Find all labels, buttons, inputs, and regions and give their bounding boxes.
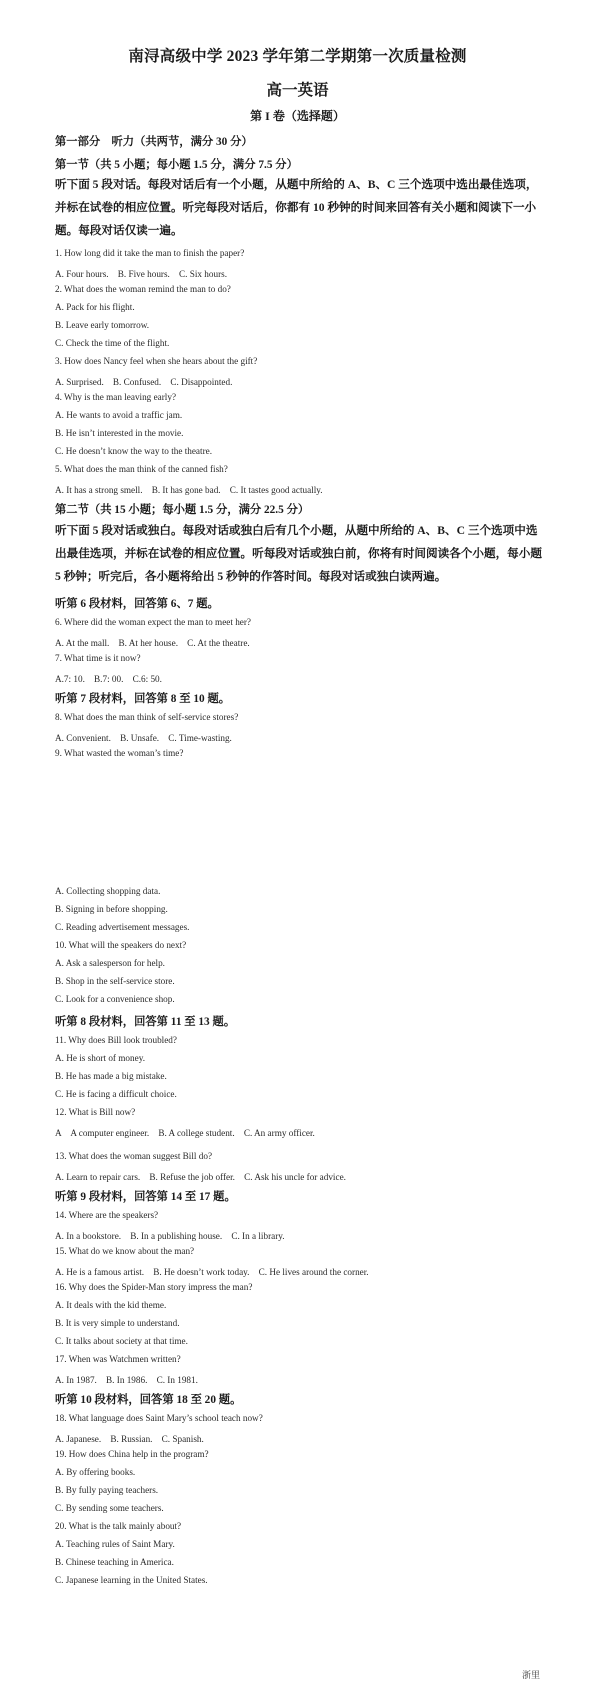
section1-title: 第一节（共 5 小题；每小题 1.5 分，满分 7.5 分） xyxy=(55,159,298,171)
question-line: 13. What does the woman suggest Bill do? xyxy=(55,1151,213,1161)
section2-instructions: 听下面 5 段对话或独白。每段对话或独白后有几个小题，从题中所给的 A、B、C 三个选项中选出最佳选项，并标在试卷的相应位置。听每段对话或独白前，你将有时间阅读各个小题，每小题 5 秒钟；听完后，各小题将给出 5 秒钟的作答时间。每段对话或独白读两遍。 xyxy=(55,524,542,583)
options-line: A. It has a strong smell. B. It has gone bad. C. It tastes good actually. xyxy=(55,485,323,495)
volume-title: 第 I 卷（选择题） xyxy=(250,109,345,123)
option-line: C. He doesn’t know the way to the theatre. xyxy=(55,446,212,456)
question-line: 16. Why does the Spider-Man story impress the man? xyxy=(55,1282,253,1292)
option-line: C. Japanese learning in the United States. xyxy=(55,1575,208,1585)
options-line: A. Japanese. B. Russian. C. Spanish. xyxy=(55,1434,204,1444)
question-line: 17. When was Watchmen written? xyxy=(55,1354,181,1364)
question-line: 6. Where did the woman expect the man to meet her? xyxy=(55,617,252,627)
question-line: 2. What does the woman remind the man to do? xyxy=(55,284,231,294)
option-line: B. It is very simple to understand. xyxy=(55,1318,180,1328)
option-line: C. Check the time of the flight. xyxy=(55,338,170,348)
section2-title: 第二节（共 15 小题；每小题 1.5 分，满分 22.5 分） xyxy=(55,504,310,516)
option-line: A. Collecting shopping data. xyxy=(55,886,161,896)
part1-title: 第一部分 听力（共两节，满分 30 分） xyxy=(55,136,253,148)
options-line: A. In a bookstore. B. In a publishing house. C. In a library. xyxy=(55,1231,285,1241)
option-line: B. By fully paying teachers. xyxy=(55,1485,159,1495)
options-line: A. He is a famous artist. B. He doesn’t work today. C. He lives around the corner. xyxy=(55,1267,369,1277)
option-line: B. He isn’t interested in the movie. xyxy=(55,428,184,438)
question-line: 19. How does China help in the program? xyxy=(55,1449,209,1459)
question-line: 10. What will the speakers do next? xyxy=(55,940,187,950)
question-line: 18. What language does Saint Mary’s school teach now? xyxy=(55,1413,263,1423)
options-line: A.7: 10. B.7: 00. C.6: 50. xyxy=(55,674,162,684)
question-line: 9. What wasted the woman’s time? xyxy=(55,748,184,758)
question-line: 11. Why does Bill look troubled? xyxy=(55,1035,177,1045)
school-title: 南浔高级中学 2023 学年第二学期第一次质量检测 xyxy=(128,48,467,65)
options-line: A. Four hours. B. Five hours. C. Six hours. xyxy=(55,269,228,279)
options-line: A. At the mall. B. At her house. C. At the theatre. xyxy=(55,638,250,648)
option-line: B. He has made a big mistake. xyxy=(55,1071,167,1081)
material-heading: 听第 9 段材料，回答第 14 至 17 题。 xyxy=(55,1191,236,1203)
option-line: A. Pack for his flight. xyxy=(55,302,135,312)
option-line: C. He is facing a difficult choice. xyxy=(55,1089,177,1099)
option-line: A. By offering books. xyxy=(55,1467,136,1477)
option-line: A. He wants to avoid a traffic jam. xyxy=(55,410,183,420)
option-line: A. He is short of money. xyxy=(55,1053,145,1063)
options-line: A. Convenient. B. Unsafe. C. Time-wasting. xyxy=(55,733,232,743)
material-heading: 听第 8 段材料，回答第 11 至 13 题。 xyxy=(55,1016,236,1028)
option-line: B. Chinese teaching in America. xyxy=(55,1557,174,1567)
question-line: 20. What is the talk mainly about? xyxy=(55,1521,182,1531)
option-line: A. Ask a salesperson for help. xyxy=(55,958,165,968)
option-line: C. Look for a convenience shop. xyxy=(55,994,175,1004)
option-line: A. Teaching rules of Saint Mary. xyxy=(55,1539,175,1549)
option-line: B. Shop in the self-service store. xyxy=(55,976,175,986)
subject-title: 高一英语 xyxy=(266,82,329,99)
question-line: 14. Where are the speakers? xyxy=(55,1210,159,1220)
question-line: 4. Why is the man leaving early? xyxy=(55,392,177,402)
option-line: B. Leave early tomorrow. xyxy=(55,320,150,330)
options-line: A. Learn to repair cars. B. Refuse the job offer. C. Ask his uncle for advice. xyxy=(55,1172,346,1182)
question-line: 1. How long did it take the man to finish the paper? xyxy=(55,248,245,258)
question-line: 3. How does Nancy feel when she hears about the gift? xyxy=(55,356,258,366)
question-line: 12. What is Bill now? xyxy=(55,1107,136,1117)
options-line: A A computer engineer. B. A college student. C. An army officer. xyxy=(55,1128,315,1138)
question-line: 7. What time is it now? xyxy=(55,653,141,663)
option-line: A. It deals with the kid theme. xyxy=(55,1300,167,1310)
options-line: A. Surprised. B. Confused. C. Disappointed. xyxy=(55,377,233,387)
material-heading: 听第 10 段材料，回答第 18 至 20 题。 xyxy=(55,1394,242,1406)
material-heading: 听第 6 段材料，回答第 6、7 题。 xyxy=(55,598,219,610)
material-heading: 听第 7 段材料，回答第 8 至 10 题。 xyxy=(55,693,231,705)
options-line: A. In 1987. B. In 1986. C. In 1981. xyxy=(55,1375,198,1385)
section1-instructions: 听下面 5 段对话。每段对话后有一个小题，从题中所给的 A、B、C 三个选项中选出最佳选项，并标在试卷的相应位置。听完每段对话后，你都有 10 秒钟的时间来回答有关小题和阅读下一小题。每段对话仅读一遍。 xyxy=(55,178,538,237)
question-line: 5. What does the man think of the canned fish? xyxy=(55,464,228,474)
question-line: 8. What does the man think of self-service stores? xyxy=(55,712,239,722)
option-line: C. By sending some teachers. xyxy=(55,1503,164,1513)
page-footer-mark: 浙里 xyxy=(522,1670,541,1680)
question-line: 15. What do we know about the man? xyxy=(55,1246,195,1256)
option-line: C. It talks about society at that time. xyxy=(55,1336,188,1346)
option-line: B. Signing in before shopping. xyxy=(55,904,168,914)
option-line: C. Reading advertisement messages. xyxy=(55,922,190,932)
